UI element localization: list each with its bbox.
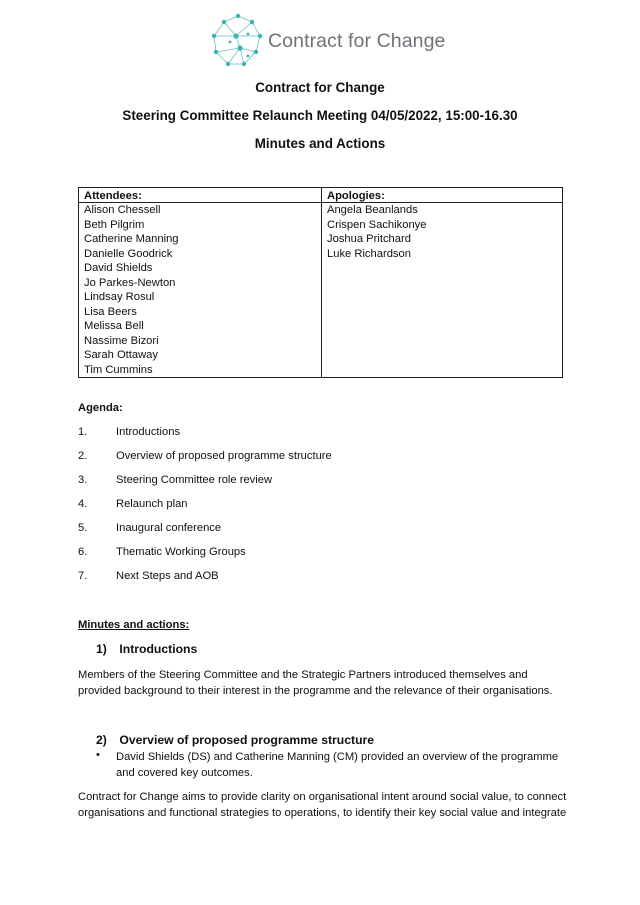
logo-text: Contract for Change — [268, 30, 446, 52]
agenda-item — [78, 426, 558, 440]
introductions-paragraph: Members of the Steering Committee and the Strategic Partners introduced themselves and provided background to their interest in the programme and the relevance of their organisations. — [78, 669, 553, 697]
agenda-item — [78, 474, 558, 488]
attendees-list — [79, 203, 322, 378]
logo — [210, 12, 446, 72]
section-heading-programme-structure — [96, 733, 374, 747]
programme-structure-paragraph: Contract for Change aims to provide clarity on organisational intent around social value, to connect organisations and functional strategies to operations, to identify their key social value and integrate — [78, 791, 567, 819]
document-title: Contract for Change — [255, 80, 385, 95]
apology-name: Angela Beanlands — [327, 204, 418, 216]
section-number: 1) — [96, 642, 107, 656]
attendee-name: Catherine Manning — [84, 233, 179, 245]
attendee-name: Sarah Ottaway — [84, 349, 158, 361]
agenda-item-text: Overview of proposed programme structure — [116, 450, 332, 462]
attendee-name: Lindsay Rosul — [84, 291, 155, 303]
attendees-header: Attendees: — [79, 188, 322, 203]
attendee-name: Nassime Bizori — [84, 334, 159, 347]
agenda-item-number: 5. — [78, 522, 88, 534]
attendee-name: Melissa Bell — [84, 320, 144, 332]
apology-name: Joshua Pritchard — [327, 233, 411, 245]
agenda-item-number: 7. — [78, 570, 88, 582]
agenda-label: Agenda: — [78, 402, 123, 414]
minutes-heading: Minutes and Actions — [254, 136, 386, 151]
apology-name: Crispen Sachikonye — [327, 218, 427, 231]
meeting-subtitle: Steering Committee Relaunch Meeting 04/05/2022, 15:00-16.30 — [122, 108, 518, 123]
agenda-item-number: 3. — [78, 474, 88, 486]
attendee-name: Lisa Beers — [84, 305, 137, 318]
section-heading-introductions — [96, 642, 197, 656]
agenda-item-text: Relaunch plan — [116, 498, 188, 510]
network-logo-icon — [210, 12, 266, 72]
section-title: Introductions — [119, 642, 198, 656]
section-number: 2) — [96, 733, 107, 747]
agenda-item-number: 4. — [78, 498, 88, 510]
agenda-item-text: Steering Committee role review — [116, 474, 273, 486]
agenda-item — [78, 546, 558, 560]
attendee-name: Jo Parkes-Newton — [84, 276, 176, 289]
agenda-item — [78, 498, 558, 512]
agenda-item-text: Thematic Working Groups — [116, 546, 246, 558]
attendee-name: Beth Pilgrim — [84, 218, 145, 231]
agenda-item-number: 1. — [78, 426, 88, 438]
section-title: Overview of proposed programme structure — [119, 733, 375, 747]
attendee-name: Danielle Goodrick — [84, 247, 173, 260]
apologies-header: Apologies: — [322, 188, 563, 203]
agenda-item-text: Inaugural conference — [116, 522, 222, 534]
bullet-icon: • — [96, 749, 100, 761]
agenda-item — [78, 522, 558, 536]
apologies-list — [322, 203, 563, 378]
attendee-name: Tim Cummins — [84, 363, 153, 376]
agenda-item-number: 6. — [78, 546, 88, 558]
agenda-item — [78, 570, 558, 584]
minutes-label: Minutes and actions: — [78, 619, 190, 631]
agenda-item — [78, 450, 558, 464]
bullet-text: David Shields (DS) and Catherine Manning (CM) provided an overview of the programme and covered key outcomes. — [116, 751, 559, 779]
attendance-table — [78, 187, 563, 378]
agenda-item-text: Next Steps and AOB — [116, 570, 219, 582]
agenda-item-number: 2. — [78, 450, 88, 462]
apology-name: Luke Richardson — [327, 247, 411, 260]
attendee-name: Alison Chessell — [84, 204, 161, 216]
agenda-item-text: Introductions — [116, 426, 181, 438]
attendee-name: David Shields — [84, 262, 153, 274]
